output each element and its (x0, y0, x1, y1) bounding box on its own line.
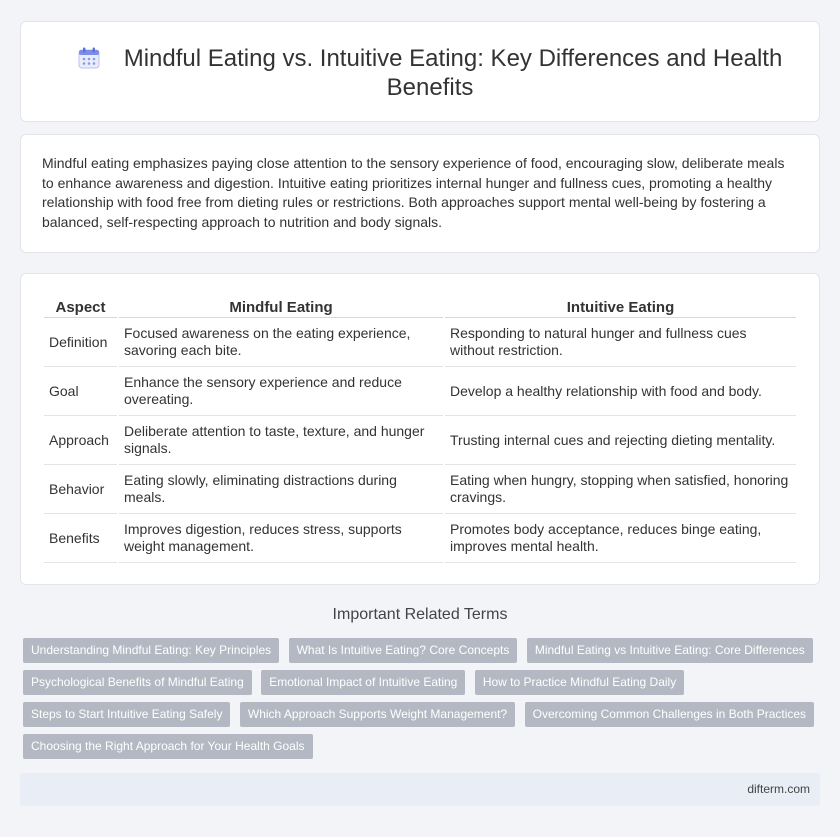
intro-card (20, 134, 820, 253)
related-term-link[interactable]: Understanding Mindful Eating: Key Principles (23, 638, 279, 663)
header-card (20, 21, 820, 122)
related-term-link[interactable]: Mindful Eating vs Intuitive Eating: Core Differences (527, 638, 813, 663)
table-row (44, 416, 796, 465)
table-row (44, 514, 796, 563)
aspect-cell: Approach (44, 416, 117, 465)
related-terms-heading: Important Related Terms (332, 606, 508, 623)
header-aspect: Aspect (44, 295, 117, 318)
related-term-link[interactable]: How to Practice Mindful Eating Daily (475, 670, 684, 695)
mindful-cell: Deliberate attention to taste, texture, and hunger signals. (119, 416, 443, 465)
related-term-link[interactable]: Choosing the Right Approach for Your Health Goals (23, 734, 313, 759)
related-term-link[interactable]: Psychological Benefits of Mindful Eating (23, 670, 252, 695)
header-mindful-eating: Mindful Eating (119, 295, 443, 318)
intuitive-cell: Promotes body acceptance, reduces binge eating, improves mental health. (445, 514, 796, 563)
comparison-card (20, 273, 820, 585)
intuitive-cell: Trusting internal cues and rejecting dieting mentality. (445, 416, 796, 465)
mindful-cell: Eating slowly, eliminating distractions during meals. (119, 465, 443, 514)
calendar-icon (78, 47, 100, 69)
aspect-cell: Benefits (44, 514, 117, 563)
mindful-cell: Focused awareness on the eating experience, savoring each bite. (119, 318, 443, 367)
mindful-cell: Improves digestion, reduces stress, supports weight management. (119, 514, 443, 563)
intuitive-cell: Develop a healthy relationship with food and body. (445, 367, 796, 416)
related-terms-list (23, 638, 823, 766)
intuitive-cell: Eating when hungry, stopping when satisfied, honoring cravings. (445, 465, 796, 514)
mindful-cell: Enhance the sensory experience and reduce overeating. (119, 367, 443, 416)
table-row (44, 367, 796, 416)
related-term-link[interactable]: Overcoming Common Challenges in Both Practices (525, 702, 814, 727)
table-row (44, 318, 796, 367)
page-title: Mindful Eating vs. Intuitive Eating: Key Differences and Health Benefits (123, 45, 783, 101)
related-term-link[interactable]: What Is Intuitive Eating? Core Concepts (289, 638, 518, 663)
table-header-row (44, 295, 796, 318)
comparison-table (42, 295, 798, 563)
related-term-link[interactable]: Steps to Start Intuitive Eating Safely (23, 702, 230, 727)
aspect-cell: Goal (44, 367, 117, 416)
related-term-link[interactable]: Emotional Impact of Intuitive Eating (261, 670, 465, 695)
intuitive-cell: Responding to natural hunger and fullness cues without restriction. (445, 318, 796, 367)
header-intuitive-eating: Intuitive Eating (445, 295, 796, 318)
page-title-wrap (71, 44, 789, 102)
footer-site-name: difterm.com (747, 782, 810, 796)
intro-paragraph: Mindful eating emphasizes paying close attention to the sensory experience of food, encouraging slow, deliberate meals to enhance awareness and digestion. Intuitive eating prioritizes internal hunger and fullness cues, promoting a healthy relationship with food free from dieting rules or restrictions. Both approaches support mental well-being by fostering a balanced, self-respecting approach to nutrition and body signals. (42, 155, 785, 230)
footer-bar (20, 773, 820, 806)
aspect-cell: Definition (44, 318, 117, 367)
related-term-link[interactable]: Which Approach Supports Weight Management? (240, 702, 515, 727)
table-row (44, 465, 796, 514)
aspect-cell: Behavior (44, 465, 117, 514)
